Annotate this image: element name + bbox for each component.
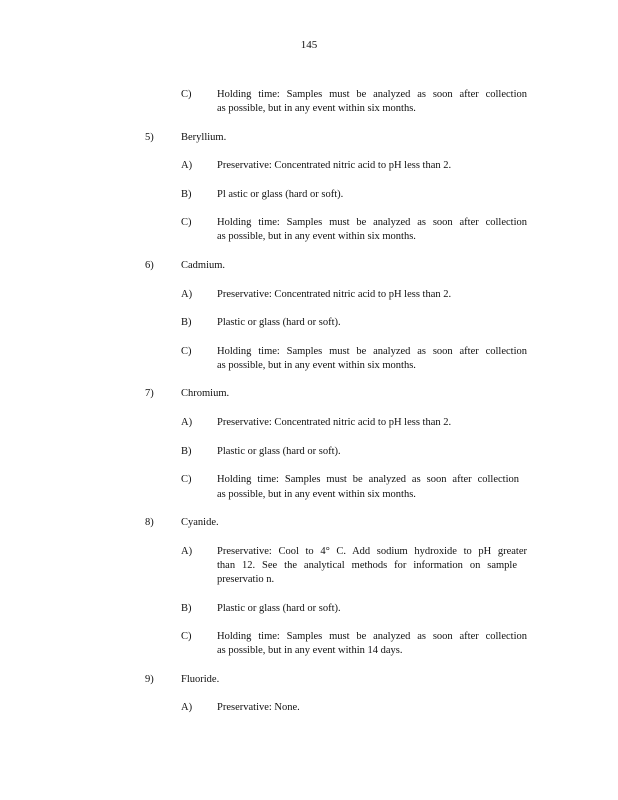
item-text-line: Preservative: Cool to 4° C. Add sodium hydroxide to pH greater <box>217 546 527 557</box>
item-label-b: B) <box>181 603 192 614</box>
item-label-c: C) <box>181 631 192 642</box>
section-heading-beryllium: Beryllium. <box>181 132 227 143</box>
section-number: 7) <box>145 388 154 399</box>
section-heading-cyanide: Cyanide. <box>181 517 219 528</box>
item-text-line: Plastic or glass (hard or soft). <box>217 603 341 614</box>
item-text-line: as possible, but in any event within six months. <box>217 360 416 371</box>
item-text-line: Preservative: Concentrated nitric acid to pH less than 2. <box>217 417 452 428</box>
section-number: 8) <box>145 517 154 528</box>
item-text-line: as possible, but in any event within six months. <box>217 489 416 500</box>
item-label-a: A) <box>181 160 193 171</box>
item-text-line: Plastic or glass (hard or soft). <box>217 317 341 328</box>
item-label-b: B) <box>181 317 192 328</box>
section-heading-fluoride: Fluoride. <box>181 674 220 685</box>
item-text-line: Preservative: None. <box>217 702 300 713</box>
item-label-a: A) <box>181 546 193 557</box>
item-text-line: as possible, but in any event within six months. <box>217 103 416 114</box>
section-number: 6) <box>145 260 154 271</box>
item-label-c: C) <box>181 217 192 228</box>
item-text-line: Holding time: Samples must be analyzed as soon after collection <box>217 89 527 100</box>
item-text-line: Plastic or glass (hard or soft). <box>217 446 341 457</box>
item-text-line: Pl astic or glass (hard or soft). <box>217 189 344 200</box>
item-label-a: A) <box>181 702 193 713</box>
item-label-c: C) <box>181 89 192 100</box>
item-text-line: Holding time: Samples must be analyzed as soon after collection <box>217 217 527 228</box>
item-text-line: Preservative: Concentrated nitric acid to pH less than 2. <box>217 160 452 171</box>
item-text-line: as possible, but in any event within six months. <box>217 231 416 242</box>
item-text-line: Holding time: Samples must be analyzed as soon after collection <box>217 631 527 642</box>
section-heading-cadmium: Cadmium. <box>181 260 226 271</box>
section-number: 9) <box>145 674 154 685</box>
page-number: 145 <box>300 39 318 51</box>
item-text-line: Holding time: Samples must be analyzed as soon after collection <box>217 346 527 357</box>
item-label-b: B) <box>181 189 192 200</box>
item-label-a: A) <box>181 289 193 300</box>
item-text-line: than 12. See the analytical methods for information on sample <box>217 560 517 571</box>
item-label-c: C) <box>181 474 192 485</box>
item-label-a: A) <box>181 417 193 428</box>
item-label-c: C) <box>181 346 192 357</box>
section-heading-chromium: Chromium. <box>181 388 230 399</box>
section-number: 5) <box>145 132 154 143</box>
item-text-line: Preservative: Concentrated nitric acid to pH less than 2. <box>217 289 452 300</box>
item-text-line: Holding time: Samples must be analyzed as soon after collection <box>217 474 519 485</box>
item-text-line: as possible, but in any event within 14 days. <box>217 645 403 656</box>
item-text-line: preservatio n. <box>217 574 275 585</box>
item-label-b: B) <box>181 446 192 457</box>
